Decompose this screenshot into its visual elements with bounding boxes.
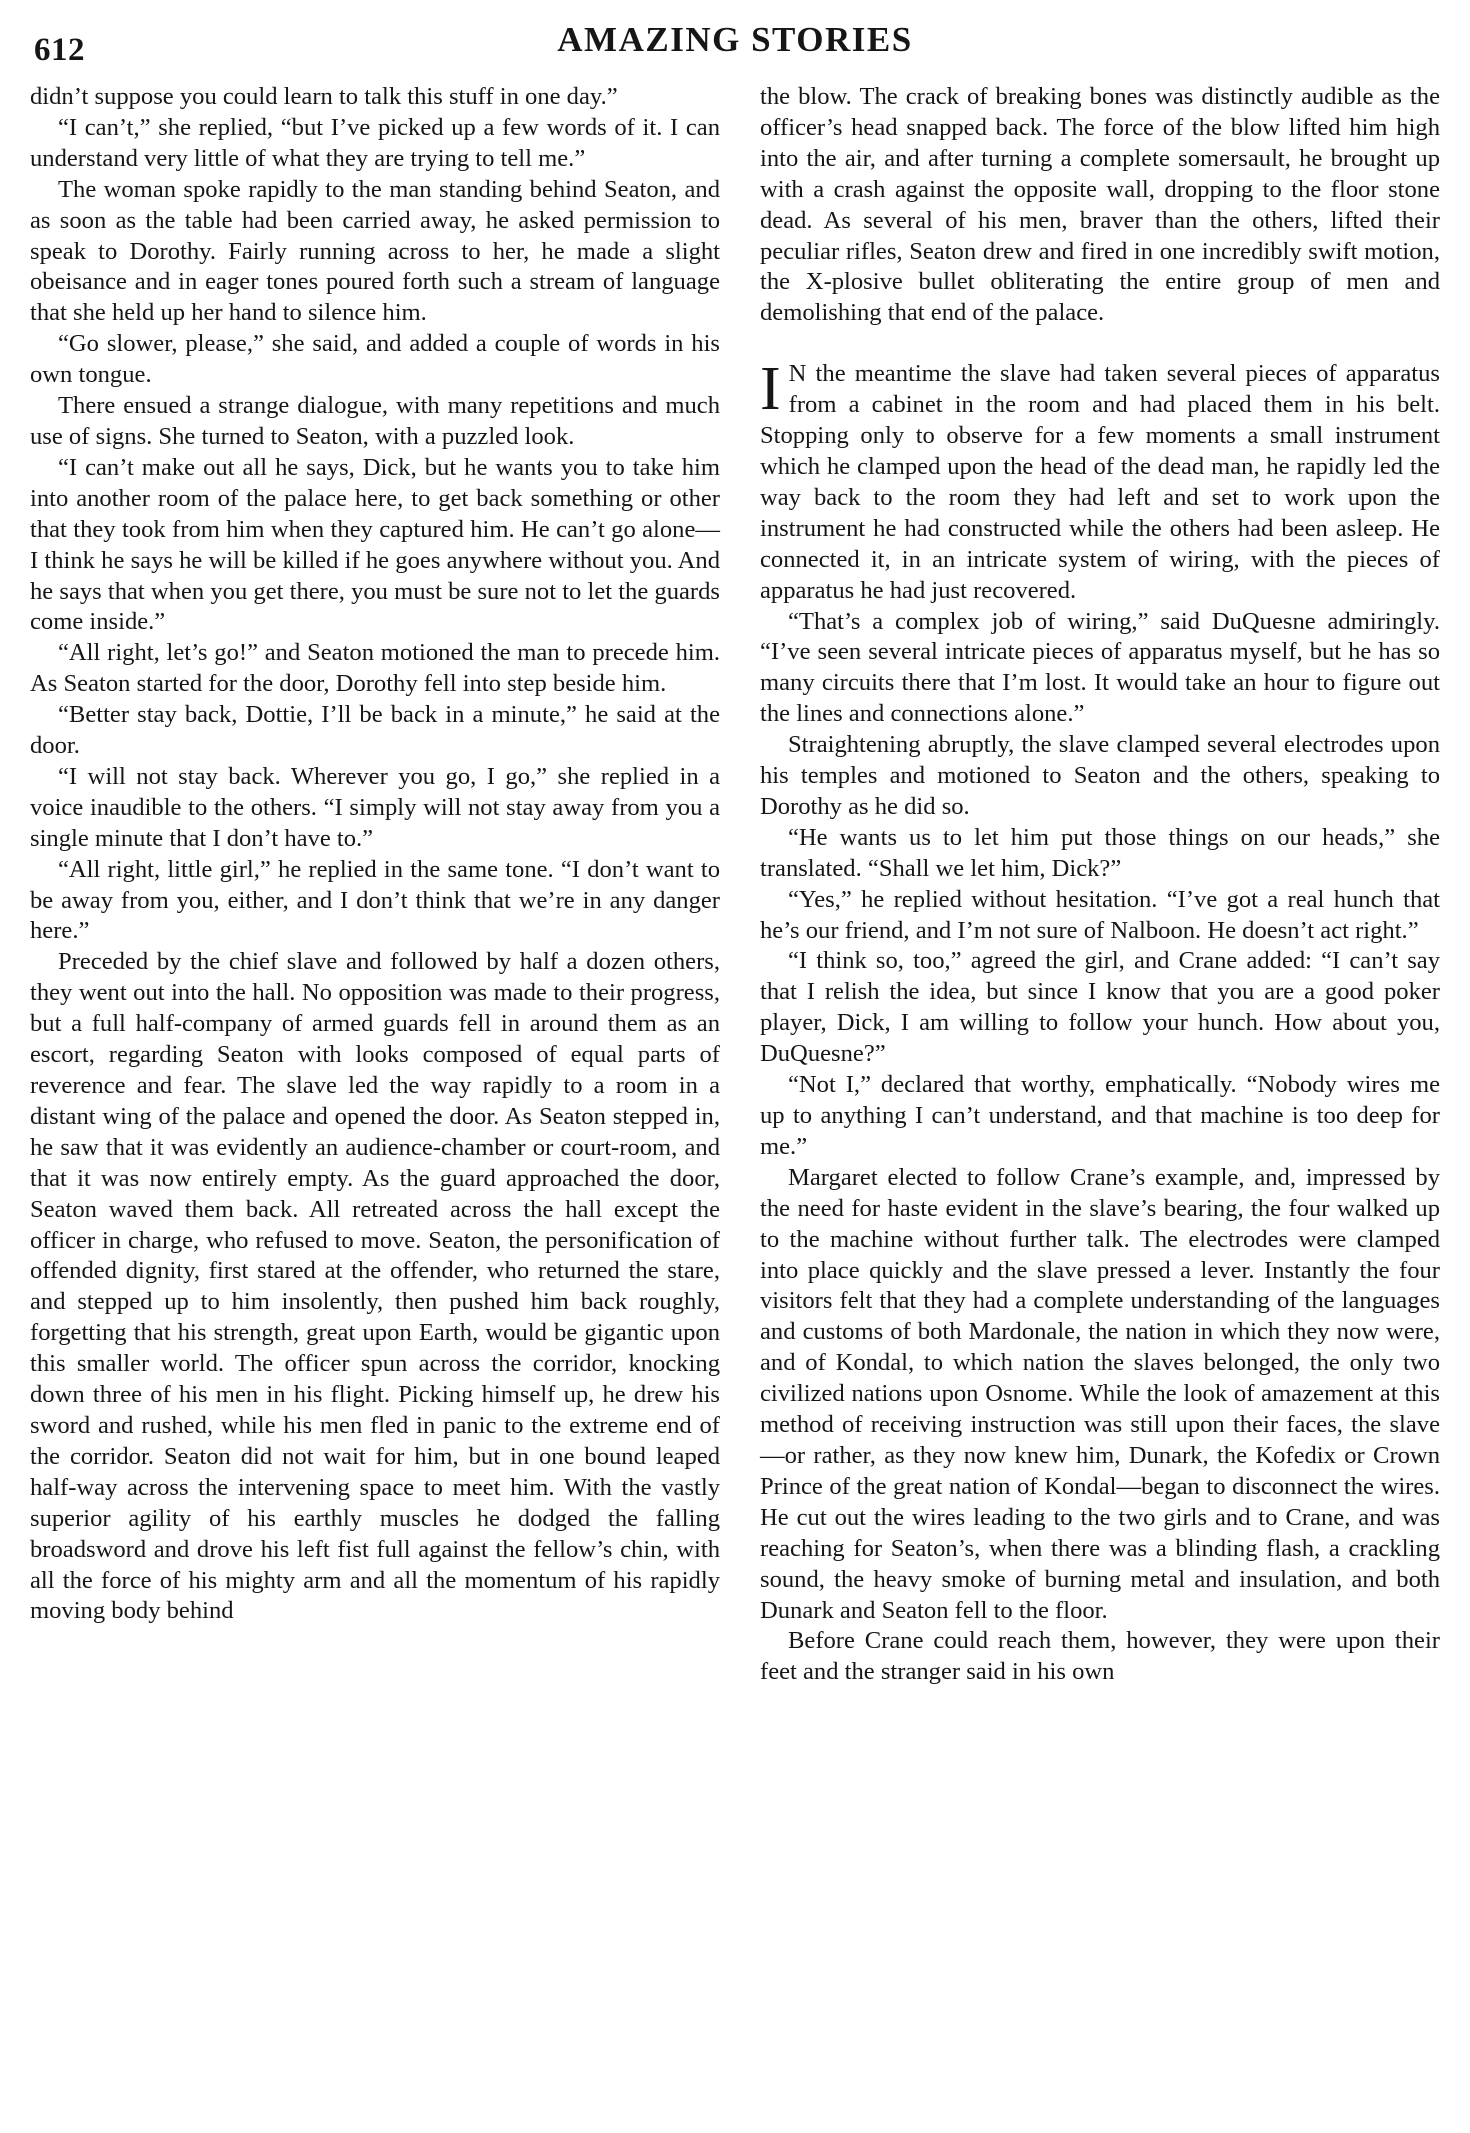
paragraph: didn’t suppose you could learn to talk this stuff in one day.”	[30, 83, 618, 110]
paragraph: “That’s a complex job of wiring,” said DuQuesne admiringly. “I’ve seen several intricate pieces of apparatus myself, but he has so many circuits there that I’m lost. It would take an hour to figure out the lines and connections alone.”	[760, 607, 1440, 728]
paragraph: “I can’t,” she replied, “but I’ve picked up a few words of it. I can understand very little of what they are trying to tell me.”	[30, 113, 720, 172]
paragraph: “I think so, too,” agreed the girl, and Crane added: “I can’t say that I relish the idea, but since I know that you are a good poker player, Dick, I am willing to follow your hunch. How about you, DuQuesne?”	[760, 947, 1440, 1068]
text-columns	[30, 82, 1440, 2122]
paragraph: “Yes,” he replied without hesitation. “I’ve got a real hunch that he’s our friend, and I’m not sure of Nalboon. He doesn’t act right.”	[760, 885, 1440, 944]
drop-cap: I	[760, 355, 781, 424]
paragraph: “All right, little girl,” he replied in the same tone. “I don’t want to be away from you, either, and I don’t think that we’re in any danger here.”	[30, 855, 720, 945]
paragraph: “Not I,” declared that worthy, emphatically. “Nobody wires me up to anything I can’t understand, and that machine is too deep for me.”	[760, 1071, 1440, 1160]
paragraph: the blow. The crack of breaking bones was distinctly audible as the officer’s head snapped back. The force of the blow lifted him high into the air, and after turning a complete somersault, he brought up with a crash against the opposite wall, dropping to the floor stone dead. As several of his men, braver than the others, lifted their peculiar rifles, Seaton drew and fired in one incredibly swift motion, the X-plosive bullet obliterating the entire group of men and demolishing that end of the palace.	[760, 83, 1440, 327]
section-opening-paragraph	[760, 355, 1440, 606]
paragraph: “Better stay back, Dottie, I’ll be back in a minute,” he said at the door.	[30, 701, 720, 760]
paragraph: “I can’t make out all he says, Dick, but he wants you to take him into another room of the palace here, to get back something or other that they took from him when they captured him. He can’t go alone—I think he says he will be killed if he goes anywhere without you. And he says that when you get there, you must be sure not to let the guards come inside.”	[30, 453, 720, 636]
paragraph: Before Crane could reach them, however, they were upon their feet and the stranger said in his own	[760, 1627, 1440, 1686]
paragraph: “All right, let’s go!” and Seaton motioned the man to precede him. As Seaton started for the door, Dorothy fell into step beside him.	[30, 639, 720, 698]
magazine-title: AMAZING STORIES	[557, 20, 913, 59]
paragraph: “I will not stay back. Wherever you go, I go,” she replied in a voice inaudible to the others. “I simply will not stay away from you a single minute that I don’t have to.”	[30, 762, 720, 852]
paragraph: The woman spoke rapidly to the man standing behind Seaton, and as soon as the table had been carried away, he asked permission to speak to Dorothy. Fairly running across to her, he made a slight obeisance and in eager tones poured forth such a stream of language that she held up her hand to silence him.	[30, 175, 720, 327]
paragraph: Straightening abruptly, the slave clamped several electrodes upon his temples and motioned to Seaton and the others, speaking to Dorothy as he did so.	[760, 731, 1440, 820]
paragraph-text: N the meantime the slave had taken several pieces of apparatus from a cabinet in the room and had placed them in his belt. Stopping only to observe for a few moments a small instrument which he clamped upon the head of the dead man, he rapidly led the way back to the room they had left and set to work upon the instrument he had constructed while the others had been asleep. He connected it, in an intricate system of wiring, with the pieces of apparatus he had just recovered.	[760, 360, 1440, 604]
left-column	[30, 82, 720, 1627]
paragraph: Margaret elected to follow Crane’s example, and, impressed by the need for haste evident in the slave’s bearing, the four walked up to the machine without further talk. The electrodes were clamped into place quickly and the slave pressed a lever. Instantly the four visitors felt that they had a complete understanding of the languages and customs of both Mardonale, the nation in which they now were, and of Kondal, to which nation the slaves belonged, the only two civilized nations upon Osnome. While the look of amazement at this method of receiving instruction was still upon their faces, the slave—or rather, as they now knew him, Dunark, the Kofedix or Crown Prince of the great nation of Kondal—began to disconnect the wires. He cut out the wires leading to the two girls and to Crane, and was reaching for Seaton’s, when there was a blinding flash, a crackling sound, the heavy smoke of burning metal and insulation, and both Dunark and Seaton fell to the floor.	[760, 1163, 1440, 1624]
paragraph: “Go slower, please,” she said, and added a couple of words in his own tongue.	[30, 330, 720, 389]
page-number: 612	[34, 32, 85, 68]
paragraph: “He wants us to let him put those things on our heads,” she translated. “Shall we let him, Dick?”	[760, 823, 1440, 882]
page-header	[30, 14, 1440, 74]
paragraph: There ensued a strange dialogue, with many repetitions and much use of signs. She turned to Seaton, with a puzzled look.	[30, 392, 720, 450]
paragraph: Preceded by the chief slave and followed by half a dozen others, they went out into the hall. No opposition was made to their progress, but a full half-company of armed guards fell in around them as an escort, regarding Seaton with looks composed of equal parts of reverence and fear. The slave led the way rapidly to a room in a distant wing of the palace and opened the door. As Seaton stepped in, he saw that it was evidently an audience-chamber or court-room, and that it was now entirely empty. As the guard approached the door, Seaton waved them back. All retreated across the hall except the officer in charge, who refused to move. Seaton, the personification of offended dignity, first stared at the offender, who returned the stare, and stepped up to him insolently, then pushed him back roughly, forgetting that his strength, great upon Earth, would be gigantic upon this smaller world. The officer spun across the corridor, knocking down three of his men in his flight. Picking himself up, he drew his sword and rushed, while his men fled in panic to the extreme end of the corridor. Seaton did not wait for him, but in one bound leaped half-way across the intervening space to meet him. With the vastly superior agility of his earthly muscles he dodged the falling broadsword and drove his left fist full against the fellow’s chin, with all the force of his mighty arm and all the momentum of his rapidly moving body behind	[30, 948, 720, 1625]
right-column	[760, 82, 1440, 1688]
